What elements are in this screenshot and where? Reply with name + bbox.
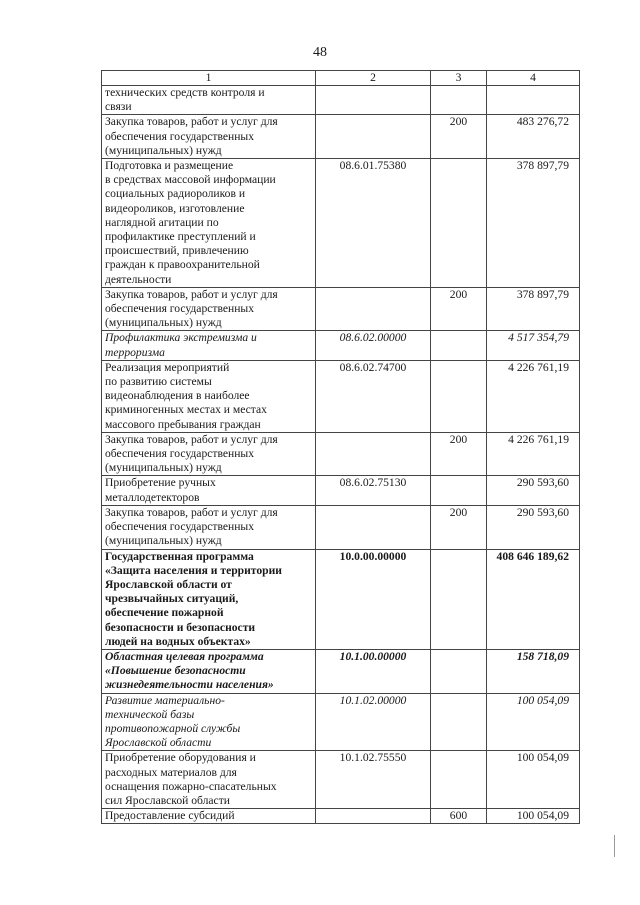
row-expense-type: [431, 331, 487, 360]
row-expense-type-text: 200: [449, 505, 468, 519]
row-code: [316, 360, 431, 432]
row-name: [102, 159, 316, 288]
row-amount: [487, 287, 580, 331]
row-name-text: Развитие материально- технической базы противопожарной службы Ярославской области: [105, 693, 241, 750]
row-code: [316, 693, 431, 751]
row-code: [316, 476, 431, 505]
table-row: [102, 360, 580, 432]
table-row: [102, 549, 580, 649]
row-code-text: 10.0.00.00000: [339, 549, 407, 563]
table-row: [102, 693, 580, 751]
table-body: [102, 71, 580, 824]
row-name: [102, 287, 316, 331]
row-name-text: Закупка товаров, работ и услуг для обеспечения государственных (муниципальных) нужд: [105, 505, 278, 548]
row-amount: [487, 751, 580, 809]
row-amount-text: 408 646 189,62: [496, 549, 569, 563]
row-expense-type: [431, 287, 487, 331]
row-name: [102, 115, 316, 159]
budget-table: [101, 70, 580, 824]
row-name: [102, 809, 316, 824]
table-row: [102, 476, 580, 505]
row-name-text: Подготовка и размещение в средствах массовой информации социальных радиороликов и видеороликов, изготовление наглядной агитации по профилактике преступлений и происшествий, привлечению граждан к правоохранительной деятельности: [105, 159, 276, 286]
row-amount-text: 100 054,09: [516, 751, 569, 765]
row-code: [316, 86, 431, 115]
row-expense-type: [431, 693, 487, 751]
row-name-text: Предоставление субсидий: [105, 809, 235, 823]
row-amount-text: 378 897,79: [516, 287, 569, 301]
row-name-text: Профилактика экстремизма и терроризма: [105, 331, 257, 359]
table-row: [102, 432, 580, 476]
row-code: [316, 505, 431, 549]
row-name: [102, 476, 316, 505]
row-code-text: 08.6.02.75130: [339, 476, 407, 490]
header-col-3: 3: [431, 71, 487, 86]
row-amount-text: 4 226 761,19: [508, 360, 569, 374]
row-name: [102, 360, 316, 432]
row-name: [102, 693, 316, 751]
row-code-text: 10.1.02.75550: [339, 751, 407, 765]
row-name: [102, 505, 316, 549]
row-name-text: технических средств контроля и связи: [105, 86, 265, 114]
row-name-text: Закупка товаров, работ и услуг для обеспечения государственных (муниципальных) нужд: [105, 432, 278, 475]
table-row: [102, 809, 580, 824]
row-expense-type: [431, 360, 487, 432]
header-col-4: 4: [487, 71, 580, 86]
row-amount-text: 483 276,72: [516, 115, 569, 129]
row-amount: [487, 549, 580, 649]
row-amount: [487, 86, 580, 115]
row-name: [102, 549, 316, 649]
row-expense-type-text: 200: [449, 115, 468, 129]
row-code-text: 08.6.02.00000: [339, 331, 407, 345]
row-amount-text: 290 593,60: [516, 476, 569, 490]
table-row: [102, 115, 580, 159]
row-name-text: Реализация мероприятий по развитию системы видеонаблюдения в наиболее криминогенных местах и местах массового пребывания граждан: [105, 360, 267, 431]
scan-margin-mark: [614, 835, 615, 857]
row-amount: [487, 331, 580, 360]
row-amount: [487, 809, 580, 824]
row-amount-text: 378 897,79: [516, 159, 569, 173]
row-name: [102, 751, 316, 809]
row-expense-type: [431, 549, 487, 649]
header-col-2: 2: [316, 71, 431, 86]
row-expense-type: [431, 159, 487, 288]
row-expense-type-text: 200: [449, 287, 468, 301]
table-row: [102, 86, 580, 115]
row-amount: [487, 432, 580, 476]
row-amount: [487, 159, 580, 288]
row-amount-text: 4 226 761,19: [508, 432, 569, 446]
row-name-text: Областная целевая программа «Повышение безопасности жизнедеятельности населения»: [105, 649, 274, 692]
row-code: [316, 809, 431, 824]
table-row: [102, 331, 580, 360]
row-expense-type: [431, 115, 487, 159]
row-code-text: 10.1.02.00000: [339, 693, 407, 707]
row-name-text: Государственная программа «Защита населения и территории Ярославской области от чрезвычайных ситуаций, обеспечение пожарной безопасности и безопасности людей на водных объектах»: [105, 549, 282, 648]
row-expense-type: [431, 476, 487, 505]
row-amount: [487, 649, 580, 693]
row-name: [102, 649, 316, 693]
row-code: [316, 287, 431, 331]
row-code-text: 10.1.00.00000: [339, 649, 407, 663]
table-row: [102, 649, 580, 693]
row-code: [316, 331, 431, 360]
table-row: [102, 287, 580, 331]
page-number: 48: [313, 45, 327, 60]
row-code-text: 08.6.01.75380: [339, 159, 407, 173]
row-expense-type: [431, 505, 487, 549]
row-name-text: Приобретение оборудования и расходных материалов для оснащения пожарно-спасательных сил Ярославской области: [105, 751, 277, 807]
row-code: [316, 115, 431, 159]
row-name: [102, 432, 316, 476]
row-code: [316, 751, 431, 809]
table-row: [102, 751, 580, 809]
row-name: [102, 86, 316, 115]
table-row: [102, 505, 580, 549]
row-code: [316, 432, 431, 476]
row-amount-text: 100 054,09: [516, 693, 569, 707]
row-amount-text: 158 718,09: [516, 649, 569, 663]
table-row: [102, 159, 580, 288]
row-amount-text: 4 517 354,79: [508, 331, 569, 345]
row-expense-type: [431, 649, 487, 693]
row-amount: [487, 505, 580, 549]
row-name-text: Закупка товаров, работ и услуг для обеспечения государственных (муниципальных) нужд: [105, 115, 278, 157]
row-amount-text: 100 054,09: [516, 809, 569, 823]
row-expense-type-text: 200: [449, 432, 468, 446]
row-amount: [487, 360, 580, 432]
table-header-row: [102, 71, 580, 86]
row-name-text: Закупка товаров, работ и услуг для обеспечения государственных (муниципальных) нужд: [105, 287, 278, 330]
row-amount: [487, 115, 580, 159]
row-amount-text: 290 593,60: [516, 505, 569, 519]
row-name-text: Приобретение ручных металлодетекторов: [105, 476, 216, 504]
row-code-text: 08.6.02.74700: [339, 360, 407, 374]
row-code: [316, 549, 431, 649]
row-name: [102, 331, 316, 360]
row-expense-type: [431, 751, 487, 809]
row-expense-type: [431, 86, 487, 115]
row-expense-type-text: 600: [449, 809, 468, 823]
row-expense-type: [431, 809, 487, 824]
header-col-1: 1: [102, 71, 316, 86]
row-expense-type: [431, 432, 487, 476]
row-code: [316, 649, 431, 693]
row-amount: [487, 476, 580, 505]
row-amount: [487, 693, 580, 751]
row-code: [316, 159, 431, 288]
